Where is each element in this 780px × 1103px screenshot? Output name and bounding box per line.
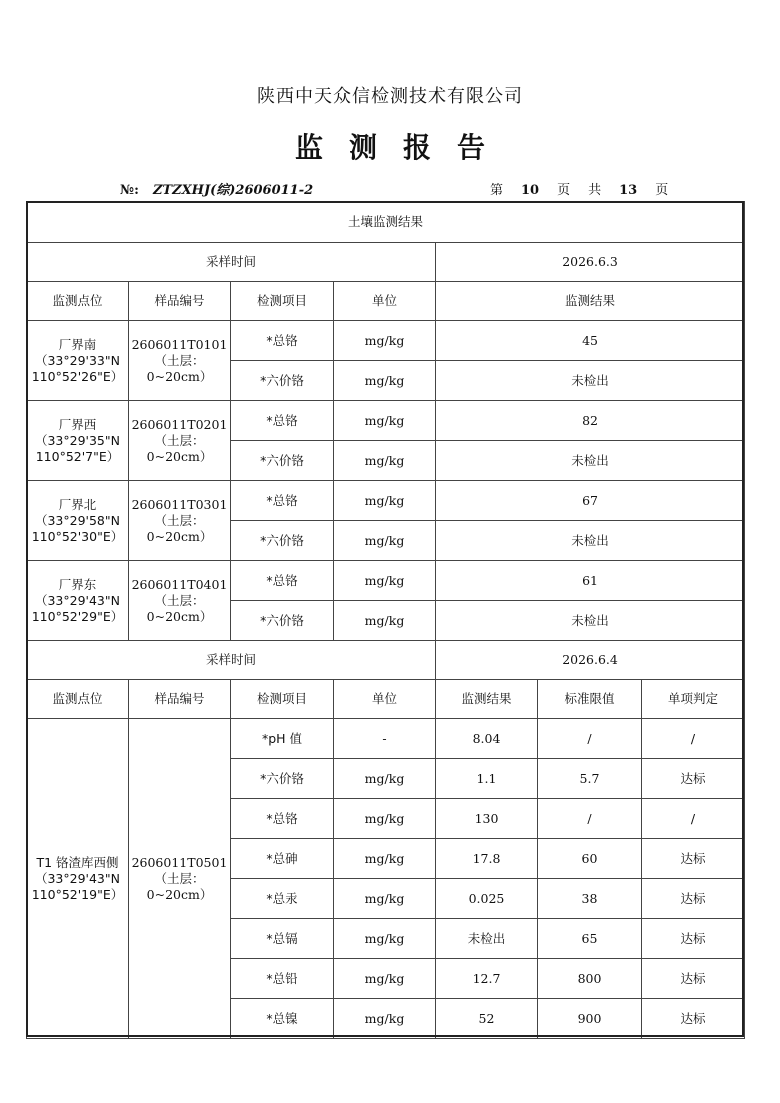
result-cell: 0.025 [436,879,538,919]
page-total-prefix: 共 [588,183,602,198]
column-header: 样品编号 [129,680,231,719]
result-cell: 45 [436,321,745,361]
result-cell: 67 [436,481,745,521]
unit-cell: mg/kg [334,799,436,839]
test-item: *总铬 [231,481,334,521]
report-title: 监测报告 [294,131,511,164]
test-item: *总铬 [231,799,334,839]
result-cell: 52 [436,999,538,1039]
result-cell: 12.7 [436,959,538,999]
unit-cell: mg/kg [334,521,436,561]
judgement-cell: / [642,719,745,759]
page-indicator [490,179,668,198]
report-number-value: ZTZXHJ(综)2606011-2 [152,183,314,198]
column-header: 检测项目 [231,282,334,321]
column-header: 样品编号 [129,282,231,321]
sample-number: 2606011T0101（土层：0~20cm） [129,321,231,401]
judgement-cell: / [642,799,745,839]
standard-limit-cell: 800 [538,959,642,999]
column-header: 检测项目 [231,680,334,719]
judgement-cell: 达标 [642,959,745,999]
report-number [120,179,313,198]
result-cell: 未检出 [436,919,538,959]
test-item: *六价铬 [231,601,334,641]
report-number-label: №: [120,183,139,198]
result-cell: 未检出 [436,361,745,401]
table-frame [26,201,744,1037]
test-item: *总铬 [231,561,334,601]
company-name: 陕西中天众信检测技术有限公司 [257,86,523,107]
unit-cell: mg/kg [334,321,436,361]
sampling-date: 2026.6.3 [436,243,745,282]
standard-limit-cell: 60 [538,839,642,879]
standard-limit-cell: 5.7 [538,759,642,799]
result-cell: 1.1 [436,759,538,799]
unit-cell: mg/kg [334,999,436,1039]
monitoring-point-location: 厂界北（33°29'58"N 110°52'30"E） [27,481,129,561]
page-suffix: 页 [655,183,669,198]
test-item: *六价铬 [231,441,334,481]
monitoring-point-location: 厂界西（33°29'35"N 110°52'7"E） [27,401,129,481]
page-total: 13 [619,183,638,198]
sampling-time-label: 采样时间 [27,641,436,680]
sampling-date: 2026.6.4 [436,641,745,680]
result-cell: 17.8 [436,839,538,879]
column-header: 监测结果 [436,680,538,719]
unit-cell: mg/kg [334,919,436,959]
test-item: *总砷 [231,839,334,879]
result-cell: 61 [436,561,745,601]
test-item: *总铬 [231,401,334,441]
test-item: *总铬 [231,321,334,361]
judgement-cell: 达标 [642,839,745,879]
result-cell: 130 [436,799,538,839]
column-header: 监测结果 [436,282,745,321]
unit-cell: mg/kg [334,441,436,481]
judgement-cell: 达标 [642,879,745,919]
test-item: *pH 值 [231,719,334,759]
standard-limit-cell: / [538,799,642,839]
unit-cell: mg/kg [334,759,436,799]
column-header: 标准限值 [538,680,642,719]
test-item: *总镍 [231,999,334,1039]
test-item: *六价铬 [231,521,334,561]
section-title: 土壤监测结果 [27,202,745,243]
sample-number: 2606011T0201（土层：0~20cm） [129,401,231,481]
monitoring-point-location: 厂界东（33°29'43"N 110°52'29"E） [27,561,129,641]
test-item: *六价铬 [231,759,334,799]
standard-limit-cell: 900 [538,999,642,1039]
unit-cell: mg/kg [334,401,436,441]
unit-cell: mg/kg [334,561,436,601]
page-prefix: 第 [490,183,504,198]
monitoring-point-location: 厂界南（33°29'33"N 110°52'26"E） [27,321,129,401]
result-cell: 未检出 [436,521,745,561]
unit-cell: mg/kg [334,481,436,521]
unit-cell: - [334,719,436,759]
column-header: 监测点位 [27,282,129,321]
result-cell: 8.04 [436,719,538,759]
page-current: 10 [521,183,540,198]
judgement-cell: 达标 [642,999,745,1039]
report-meta [0,179,780,197]
sample-number: 2606011T0501（土层：0~20cm） [129,719,231,1039]
test-item: *总铅 [231,959,334,999]
unit-cell: mg/kg [334,601,436,641]
result-cell: 82 [436,401,745,441]
monitoring-point-location: T1 铬渣库西侧（33°29'43"N 110°52'19"E） [27,719,129,1039]
unit-cell: mg/kg [334,879,436,919]
test-item: *六价铬 [231,361,334,401]
unit-cell: mg/kg [334,839,436,879]
page-mid: 页 [557,183,571,198]
unit-cell: mg/kg [334,959,436,999]
result-cell: 未检出 [436,601,745,641]
judgement-cell: 达标 [642,919,745,959]
standard-limit-cell: / [538,719,642,759]
sampling-time-label: 采样时间 [27,243,436,282]
column-header: 单项判定 [642,680,745,719]
column-header: 单位 [334,680,436,719]
result-cell: 未检出 [436,441,745,481]
sample-number: 2606011T0301（土层：0~20cm） [129,481,231,561]
column-header: 监测点位 [27,680,129,719]
standard-limit-cell: 65 [538,919,642,959]
column-header: 单位 [334,282,436,321]
standard-limit-cell: 38 [538,879,642,919]
unit-cell: mg/kg [334,361,436,401]
judgement-cell: 达标 [642,759,745,799]
test-item: *总汞 [231,879,334,919]
test-item: *总镉 [231,919,334,959]
sample-number: 2606011T0401（土层：0~20cm） [129,561,231,641]
